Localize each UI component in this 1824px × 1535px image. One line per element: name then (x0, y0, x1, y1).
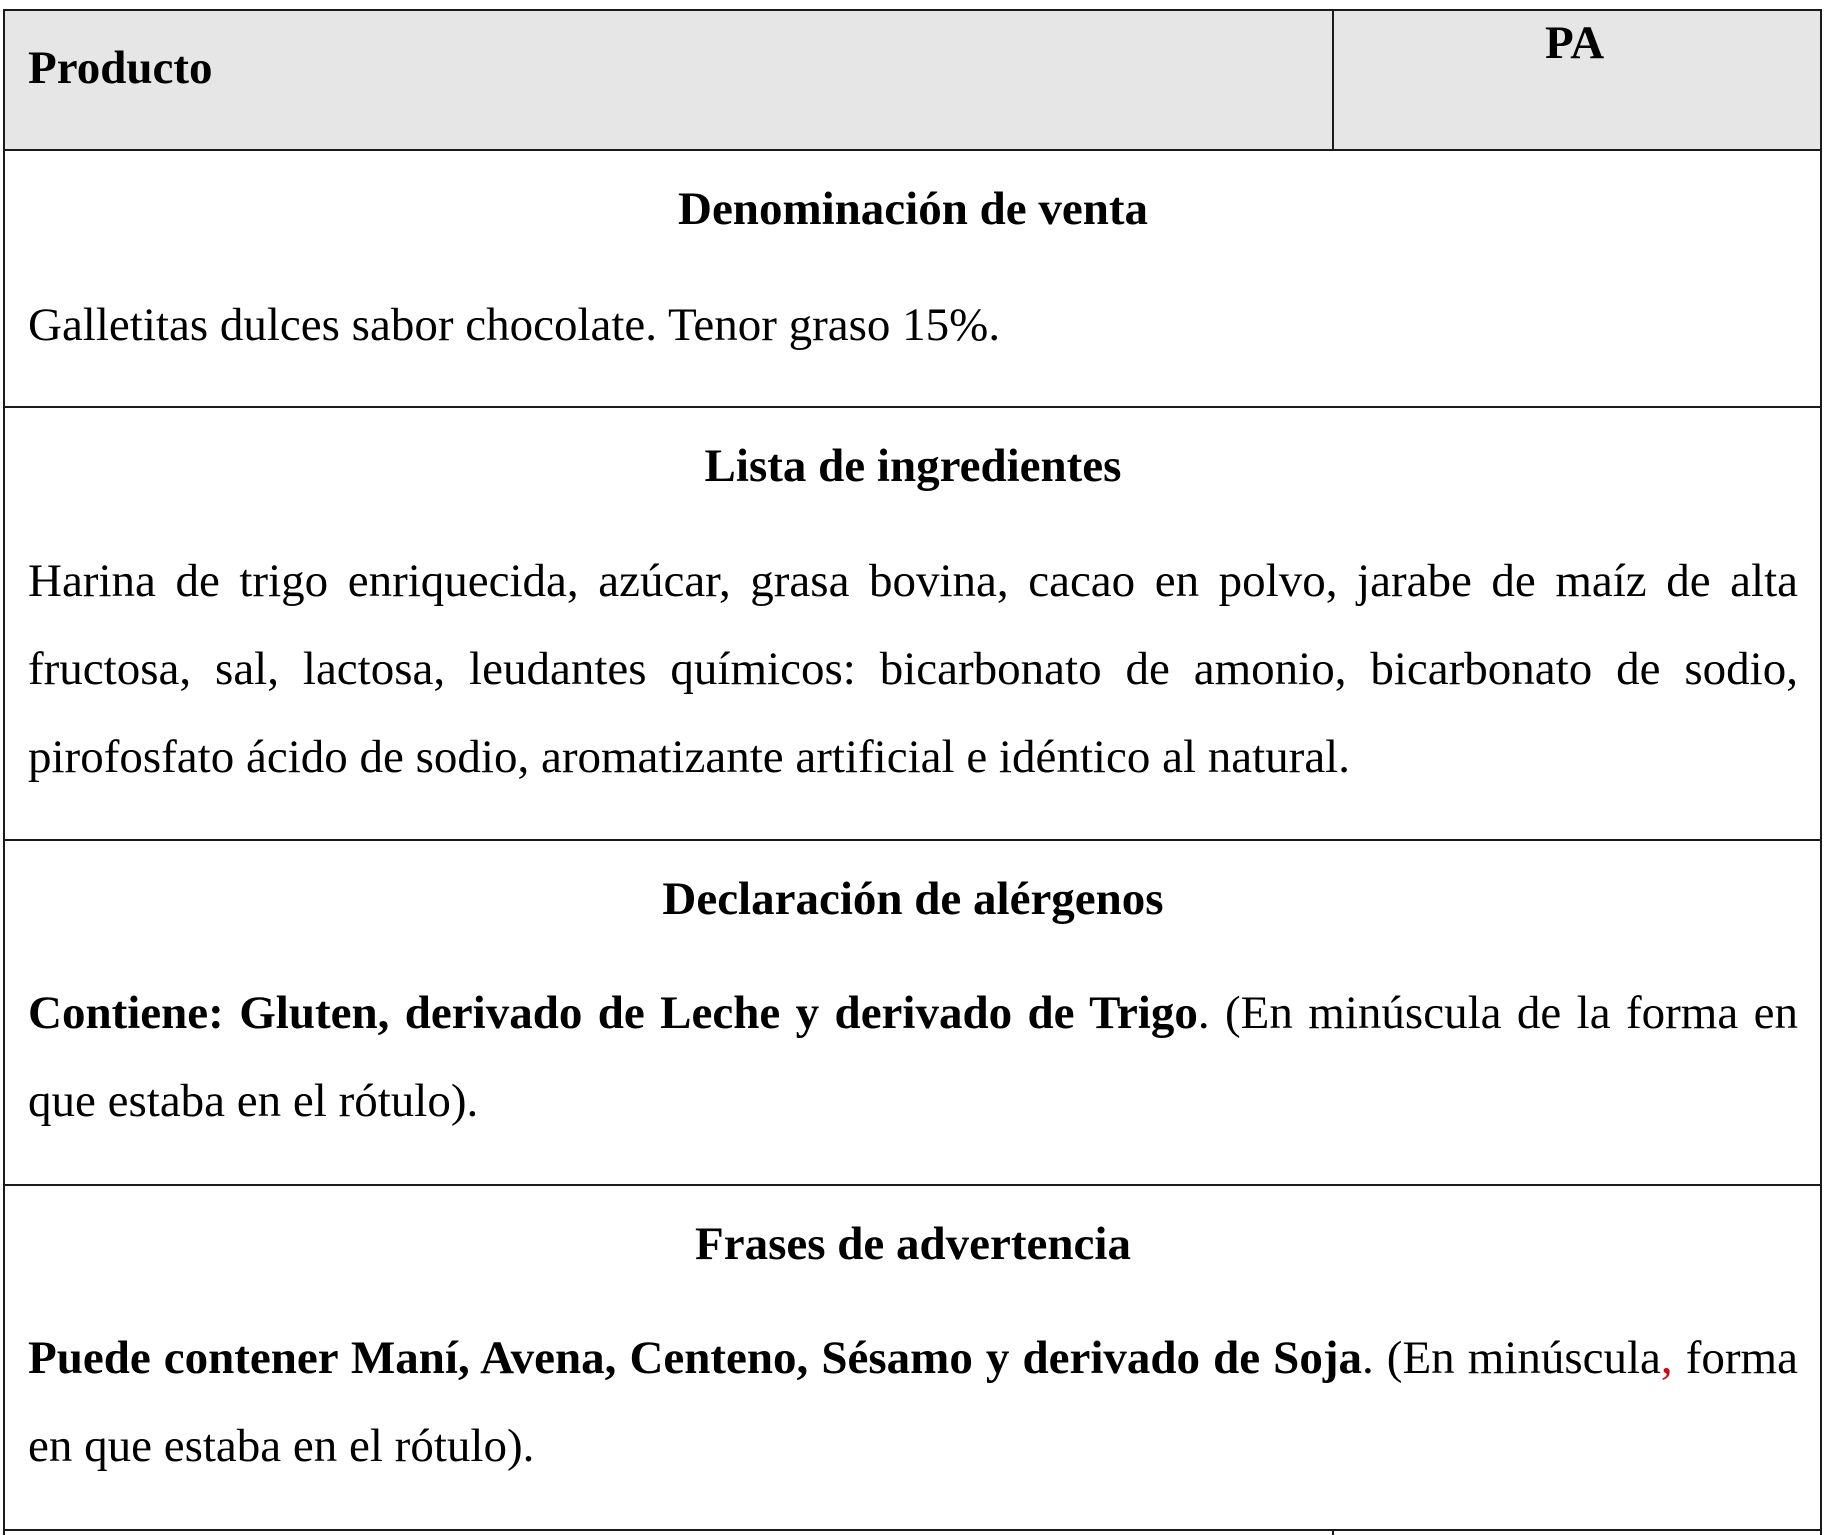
alergenos-text (28, 969, 1798, 1145)
pa-header-label: PA (1545, 17, 1605, 69)
table-column-divider (1332, 9, 1334, 151)
table-divider-denominacion (3, 406, 1821, 408)
denominacion-text: Galletitas dulces sabor chocolate. Tenor graso 15%. (28, 299, 1001, 351)
advertencia-rest-text-2: forma en que estaba en el rótulo). (28, 1332, 1798, 1472)
alergenos-rest-text: . (En minúscula de la forma en que estaba en el rótulo). (28, 987, 1798, 1127)
table-column-divider-bottom (1332, 1529, 1334, 1535)
ingredientes-text: Harina de trigo enriquecida, azúcar, grasa bovina, cacao en polvo, jarabe de maíz de alta fructosa, sal, lactosa, leudantes químicos: bicarbonato de amonio, bicarbonato de sodio, pirofosfato ácido de sodio, aromatizante artificial e idéntico al natural. (28, 555, 1798, 783)
alergenos-title: Declaración de alérgenos (662, 873, 1164, 925)
denominacion-title: Denominación de venta (678, 183, 1148, 235)
table-divider-ingredientes (3, 839, 1821, 841)
advertencia-title: Frases de advertencia (695, 1218, 1131, 1270)
advertencia-rest-text-1: . (En minúscula (1361, 1332, 1661, 1384)
product-header-label: Producto (28, 42, 213, 94)
advertencia-bold-text: Puede contener Maní, Avena, Centeno, Sésamo y derivado de Soja (28, 1332, 1362, 1384)
alergenos-bold-text: Contiene: Gluten, derivado de Leche y derivado de Trigo (28, 987, 1198, 1039)
table-divider-advertencia (3, 1529, 1821, 1531)
table-divider-header (3, 149, 1821, 151)
advertencia-text (28, 1314, 1798, 1490)
advertencia-red-comma: , (1660, 1332, 1673, 1384)
table-border-right (1820, 9, 1822, 1535)
ingredientes-title: Lista de ingredientes (704, 440, 1122, 492)
table-border-top (3, 9, 1821, 11)
table-border-left (3, 9, 5, 1535)
table-divider-alergenos (3, 1184, 1821, 1186)
